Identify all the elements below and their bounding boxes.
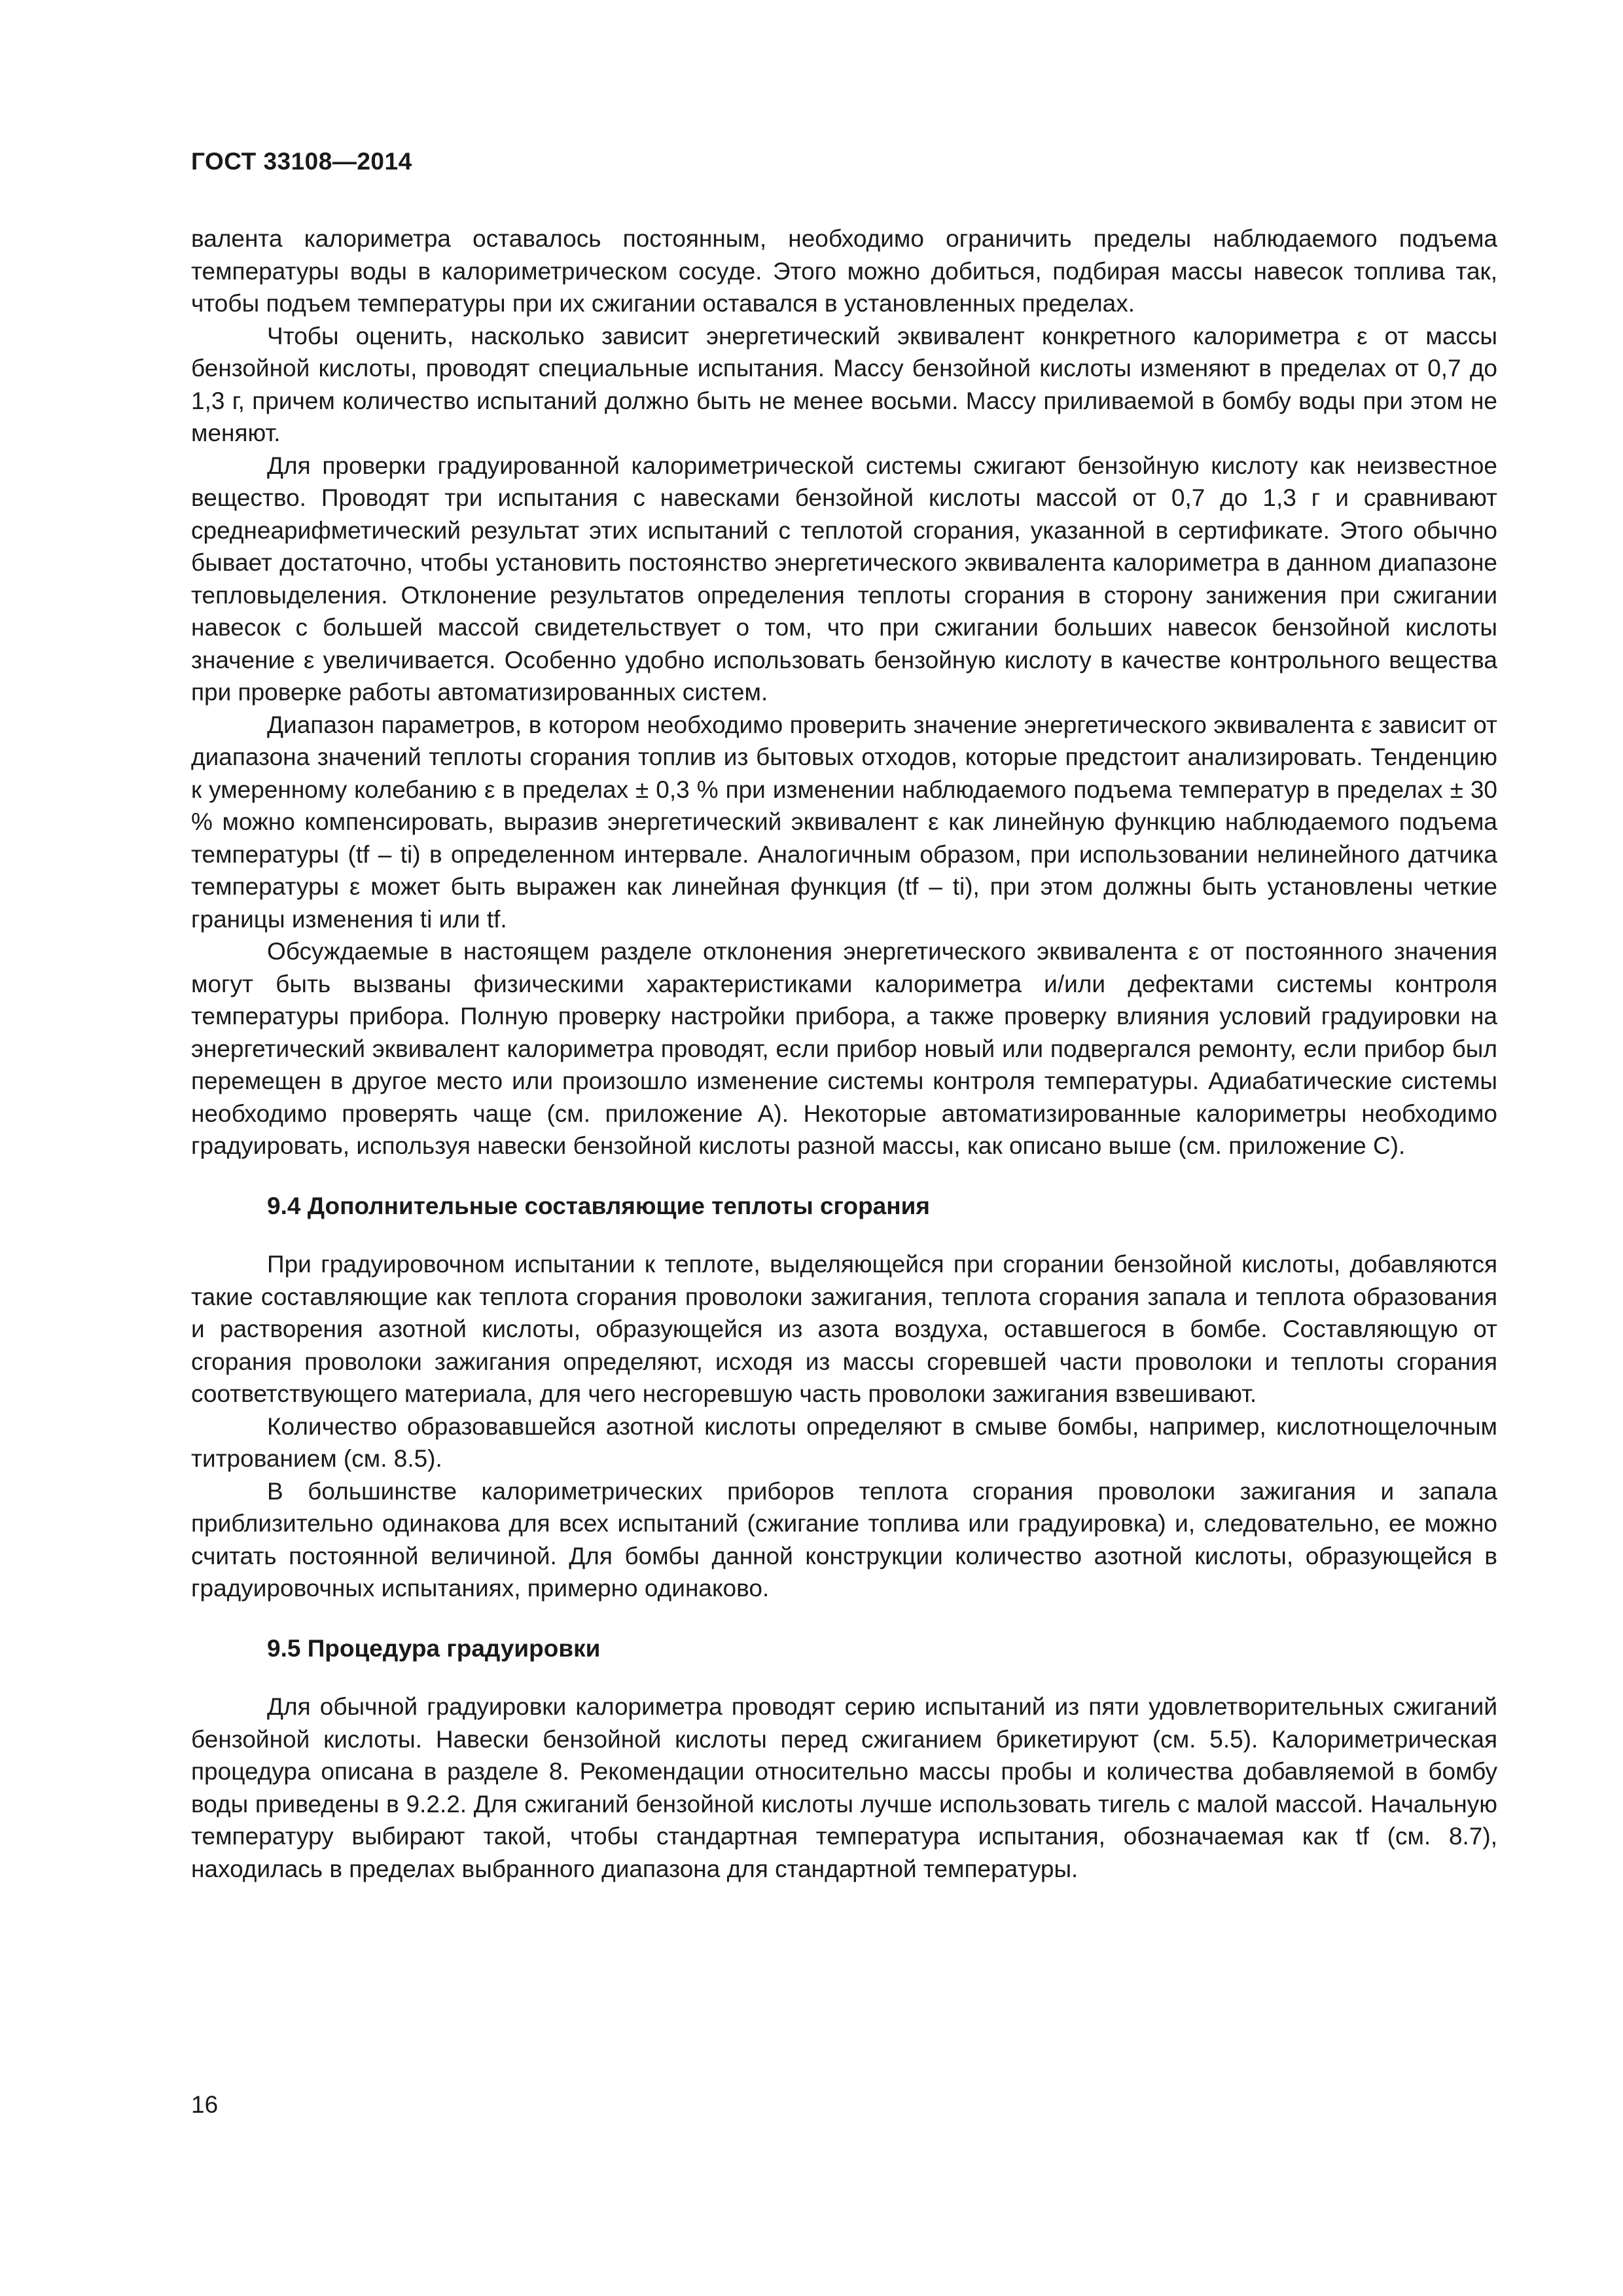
paragraph: Диапазон параметров, в котором необходимо проверить значение энергетического эквивалента ε зависит от диапазона значений теплоты сгорания топлив из бытовых отходов, которые предстоит анализировать. Тенденцию к умеренному колебанию ε в пределах ± 0,3 % при изменении наблюдаемого подъема температур в пределах ± 30 % можно компенсировать, выразив энергетический эквивалент ε как линейную функцию наблюдаемого подъема температуры (tf – ti) в определенном интервале. Аналогичным образом, при использовании нелинейного датчика температуры ε может быть выражен как линейная функция (tf – ti), при этом должны быть установлены четкие границы изменения ti или tf. [191, 711, 1497, 933]
section-heading-9-5: 9.5 Процедура градуировки [267, 1634, 601, 1662]
document-body [191, 223, 1497, 1885]
paragraph: В большинстве калориметрических приборов теплота сгорания проволоки зажигания и запала приблизительно одинакова для всех испытаний (сжигание топлива или градуировка) и, следовательно, ее можно считать постоянной величиной. Для бомбы данной конструкции количество азотной кислоты, образующейся в градуировочных испытаниях, примерно одинаково. [191, 1477, 1497, 1602]
section-heading-9-4: 9.4 Дополнительные составляющие теплоты сгорания [267, 1192, 930, 1219]
paragraph: Чтобы оценить, насколько зависит энергетический эквивалент конкретного калориметра ε от массы бензойной кислоты, проводят специальные испытания. Массу бензойной кислоты изменяют в пределах от 0,7 до 1,3 г, причем количество испытаний должно быть не менее восьми. Массу приливаемой в бомбу воды при этом не меняют. [191, 322, 1497, 446]
paragraph: Обсуждаемые в настоящем разделе отклонения энергетического эквивалента ε от постоянного значения могут быть вызваны физическими характеристиками калориметра и/или дефектами системы контроля температуры прибора. Полную проверку настройки прибора, а также проверку влияния условий градуировки на энергетический эквивалент калориметра проводят, если прибор новый или подвергался ремонту, если прибор был перемещен в другое место или произошло изменение системы контроля температуры. Адиабатические системы необходимо проверять чаще (см. приложение А). Некоторые автоматизированные калориметры необходимо градуировать, используя навески бензойной кислоты разной массы, как описано выше (см. приложение С). [191, 938, 1497, 1159]
paragraph: Для обычной градуировки калориметра проводят серию испытаний из пяти удовлетворительных сжиганий бензойной кислоты. Навески бензойной кислоты перед сжиганием брикетируют (см. 5.5). Калориметрическая процедура описана в разделе 8. Рекомендации относительно массы пробы и количества добавляемой в бомбу воды приведены в 9.2.2. Для сжиганий бензойной кислоты лучше использовать тигель с малой массой. Начальную температуру выбирают такой, чтобы стандартная температура испытания, обозначаемая как tf (см. 8.7), находилась в пределах выбранного диапазона для стандартной температуры. [191, 1693, 1497, 1882]
page-number: 16 [191, 2091, 219, 2118]
document-header: ГОСТ 33108—2014 [191, 148, 412, 175]
paragraph: Для проверки градуированной калориметрической системы сжигают бензойную кислоту как неизвестное вещество. Проводят три испытания с навесками бензойной кислоты массой от 0,7 до 1,3 г и сравнивают среднеарифметический результат этих испытаний с теплотой сгорания, указанной в сертификате. Этого обычно бывает достаточно, чтобы установить постоянство энергетического эквивалента калориметра в данном диапазоне тепловыделения. Отклонение результатов определения теплоты сгорания в сторону занижения при сжигании навесок с большей массой свидетельствует о том, что при сжигании больших навесок бензойной кислоты значение ε увеличивается. Особенно удобно использовать бензойную кислоту в качестве контрольного вещества при проверке работы автоматизированных систем. [191, 452, 1497, 706]
paragraph: При градуировочном испытании к теплоте, выделяющейся при сгорании бензойной кислоты, добавляются такие составляющие как теплота сгорания проволоки зажигания, теплота сгорания запала и теплота образования и растворения азотной кислоты, образующейся из азота воздуха, оставшегося в бомбе. Составляющую от сгорания проволоки зажигания определяют, исходя из массы сгоревшей части проволоки и теплоты сгорания соответствующего материала, для чего несгоревшую часть проволоки зажигания взвешивают. [191, 1251, 1497, 1407]
paragraph: Количество образовавшейся азотной кислоты определяют в смыве бомбы, например, кислотнощелочным титрованием (см. 8.5). [191, 1412, 1497, 1472]
paragraph: валента калориметра оставалось постоянным, необходимо ограничить пределы наблюдаемого подъема температуры воды в калориметрическом сосуде. Этого можно добиться, подбирая массы навесок топлива так, чтобы подъем температуры при их сжигании оставался в установленных пределах. [191, 225, 1497, 317]
